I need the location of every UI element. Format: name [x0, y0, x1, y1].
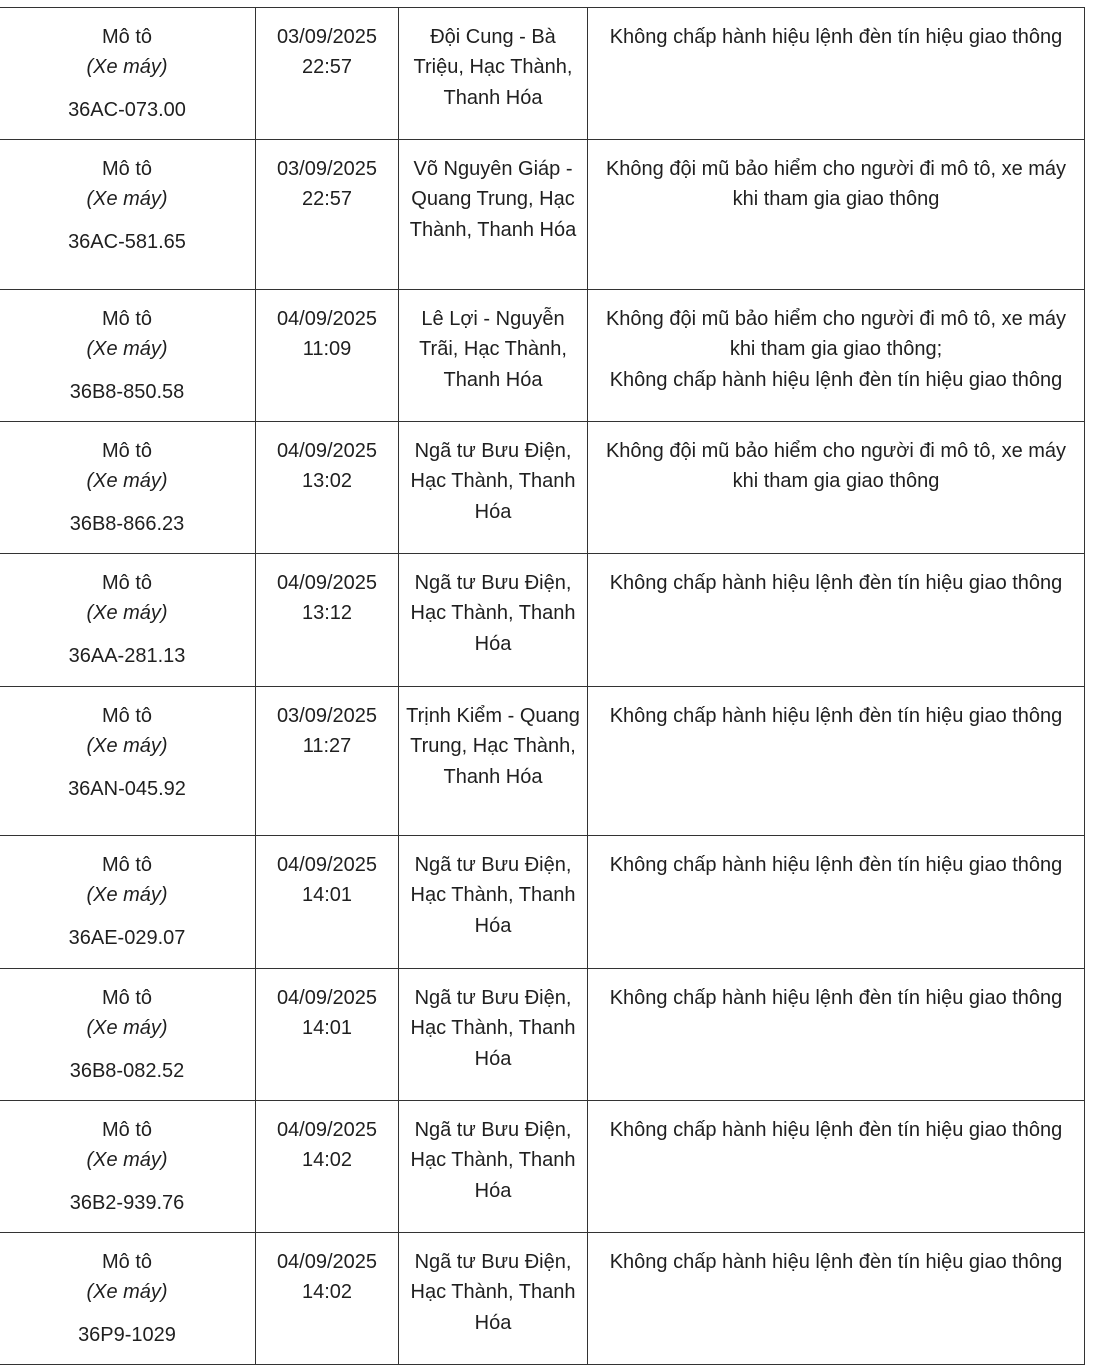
violation-location: Trịnh Kiểm - Quang Trung, Hạc Thành, Thanh Hóa — [406, 705, 580, 788]
table-row — [0, 969, 1085, 1101]
violation-time: 14:01 — [301, 1017, 353, 1040]
violation-location: Đội Cung - Bà Triệu, Hạc Thành, Thanh Hóa — [413, 26, 573, 109]
violation-description: Không chấp hành hiệu lệnh đèn tín hiệu giao thông — [609, 854, 1063, 876]
violation-cell — [588, 140, 1085, 290]
vehicle-subtype: (Xe máy) — [86, 56, 168, 79]
datetime-cell — [256, 290, 399, 422]
violation-cell — [588, 422, 1085, 554]
location-cell — [399, 140, 588, 290]
violation-description: Không chấp hành hiệu lệnh đèn tín hiệu giao thông — [609, 368, 1063, 391]
violation-cell — [588, 687, 1085, 836]
license-plate: 36AC-073.00 — [68, 98, 186, 121]
license-plate: 36B8-850.58 — [69, 380, 185, 403]
vehicle-type: Mô tô — [101, 572, 153, 594]
violation-date: 04/09/2025 — [276, 440, 378, 462]
location-cell — [399, 836, 588, 969]
violation-date: 03/09/2025 — [276, 158, 378, 180]
violation-time: 13:12 — [301, 602, 353, 625]
vehicle-type: Mô tô — [101, 1251, 153, 1273]
violation-cell — [588, 1233, 1085, 1365]
violation-time: 14:01 — [301, 884, 353, 907]
datetime-cell — [256, 554, 399, 687]
violation-time: 13:02 — [301, 470, 353, 493]
violation-cell — [588, 1101, 1085, 1233]
table-row — [0, 687, 1085, 836]
license-plate: 36AA-281.13 — [68, 644, 186, 667]
vehicle-subtype: (Xe máy) — [86, 470, 168, 493]
vehicle-type: Mô tô — [101, 308, 153, 330]
vehicle-cell — [0, 1233, 256, 1365]
vehicle-cell — [0, 140, 256, 290]
violation-description: Không chấp hành hiệu lệnh đèn tín hiệu giao thông — [609, 26, 1063, 48]
violation-date: 03/09/2025 — [276, 26, 378, 48]
table-row — [0, 140, 1085, 290]
table-row — [0, 8, 1085, 140]
vehicle-cell — [0, 1101, 256, 1233]
violation-date: 04/09/2025 — [276, 1119, 378, 1141]
vehicle-cell — [0, 554, 256, 687]
table-row — [0, 836, 1085, 969]
violation-description: Không chấp hành hiệu lệnh đèn tín hiệu giao thông — [609, 1119, 1063, 1141]
violation-location: Ngã tư Bưu Điện, Hạc Thành, Thanh Hóa — [410, 987, 576, 1070]
violation-description: Không đội mũ bảo hiểm cho người đi mô tô, xe máy khi tham gia giao thông — [605, 440, 1067, 493]
violation-cell — [588, 836, 1085, 969]
vehicle-cell — [0, 290, 256, 422]
vehicle-type: Mô tô — [101, 158, 153, 180]
violation-description: Không đội mũ bảo hiểm cho người đi mô tô, xe máy khi tham gia giao thông — [605, 158, 1067, 211]
location-cell — [399, 8, 588, 140]
violation-time: 11:27 — [302, 735, 352, 758]
violation-date: 04/09/2025 — [276, 987, 378, 1009]
vehicle-subtype: (Xe máy) — [86, 338, 168, 361]
table-row — [0, 554, 1085, 687]
location-cell — [399, 1233, 588, 1365]
violation-date: 04/09/2025 — [276, 854, 378, 876]
vehicle-subtype: (Xe máy) — [86, 735, 168, 758]
violation-location: Ngã tư Bưu Điện, Hạc Thành, Thanh Hóa — [410, 1119, 576, 1202]
vehicle-type: Mô tô — [101, 987, 153, 1009]
violation-description: Không chấp hành hiệu lệnh đèn tín hiệu giao thông — [609, 987, 1063, 1009]
vehicle-cell — [0, 836, 256, 969]
datetime-cell — [256, 687, 399, 836]
vehicle-cell — [0, 8, 256, 140]
license-plate: 36B8-866.23 — [69, 512, 185, 535]
location-cell — [399, 554, 588, 687]
license-plate: 36AE-029.07 — [68, 926, 186, 949]
vehicle-cell — [0, 687, 256, 836]
datetime-cell — [256, 836, 399, 969]
location-cell — [399, 687, 588, 836]
table-row — [0, 1101, 1085, 1233]
violations-table — [0, 7, 1085, 1365]
table-row — [0, 290, 1085, 422]
violation-description: Không chấp hành hiệu lệnh đèn tín hiệu giao thông — [609, 572, 1063, 594]
datetime-cell — [256, 1233, 399, 1365]
violation-description: Không đội mũ bảo hiểm cho người đi mô tô, xe máy khi tham gia giao thông; — [605, 308, 1067, 361]
license-plate: 36AC-581.65 — [68, 230, 186, 253]
violation-time: 14:02 — [301, 1281, 353, 1304]
vehicle-subtype: (Xe máy) — [86, 884, 168, 907]
violation-time: 22:57 — [301, 56, 353, 79]
violation-location: Ngã tư Bưu Điện, Hạc Thành, Thanh Hóa — [410, 854, 576, 937]
violation-description: Không chấp hành hiệu lệnh đèn tín hiệu giao thông — [609, 1251, 1063, 1273]
location-cell — [399, 1101, 588, 1233]
violation-time: 22:57 — [301, 188, 353, 211]
datetime-cell — [256, 8, 399, 140]
violation-date: 04/09/2025 — [276, 572, 378, 594]
license-plate: 36B2-939.76 — [69, 1191, 185, 1214]
vehicle-subtype: (Xe máy) — [86, 1149, 168, 1172]
vehicle-cell — [0, 422, 256, 554]
vehicle-subtype: (Xe máy) — [86, 1281, 168, 1304]
location-cell — [399, 422, 588, 554]
license-plate: 36B8-082.52 — [69, 1059, 185, 1082]
violation-cell — [588, 554, 1085, 687]
vehicle-type: Mô tô — [101, 705, 153, 727]
table-row — [0, 1233, 1085, 1365]
datetime-cell — [256, 969, 399, 1101]
datetime-cell — [256, 1101, 399, 1233]
location-cell — [399, 290, 588, 422]
violation-location: Ngã tư Bưu Điện, Hạc Thành, Thanh Hóa — [410, 572, 576, 655]
vehicle-type: Mô tô — [101, 1119, 153, 1141]
violation-location: Võ Nguyên Giáp - Quang Trung, Hạc Thành, Thanh Hóa — [409, 158, 577, 241]
violation-location: Lê Lợi - Nguyễn Trãi, Hạc Thành, Thanh Hóa — [419, 308, 567, 391]
violation-time: 11:09 — [302, 338, 352, 361]
violation-location: Ngã tư Bưu Điện, Hạc Thành, Thanh Hóa — [410, 440, 576, 523]
violation-date: 03/09/2025 — [276, 705, 378, 727]
license-plate: 36P9-1029 — [78, 1323, 176, 1346]
violation-cell — [588, 290, 1085, 422]
violation-time: 14:02 — [301, 1149, 353, 1172]
violation-date: 04/09/2025 — [276, 1251, 378, 1273]
violations-table-body — [0, 8, 1085, 1365]
violation-description: Không chấp hành hiệu lệnh đèn tín hiệu giao thông — [609, 705, 1063, 727]
datetime-cell — [256, 140, 399, 290]
table-row — [0, 422, 1085, 554]
vehicle-type: Mô tô — [101, 854, 153, 876]
violation-cell — [588, 8, 1085, 140]
vehicle-subtype: (Xe máy) — [86, 602, 168, 625]
violation-location: Ngã tư Bưu Điện, Hạc Thành, Thanh Hóa — [410, 1251, 576, 1334]
datetime-cell — [256, 422, 399, 554]
vehicle-cell — [0, 969, 256, 1101]
vehicle-subtype: (Xe máy) — [86, 188, 168, 211]
vehicle-type: Mô tô — [101, 440, 153, 462]
vehicle-subtype: (Xe máy) — [86, 1017, 168, 1040]
location-cell — [399, 969, 588, 1101]
violation-date: 04/09/2025 — [276, 308, 378, 330]
vehicle-type: Mô tô — [101, 26, 153, 48]
violation-cell — [588, 969, 1085, 1101]
license-plate: 36AN-045.92 — [68, 777, 186, 800]
